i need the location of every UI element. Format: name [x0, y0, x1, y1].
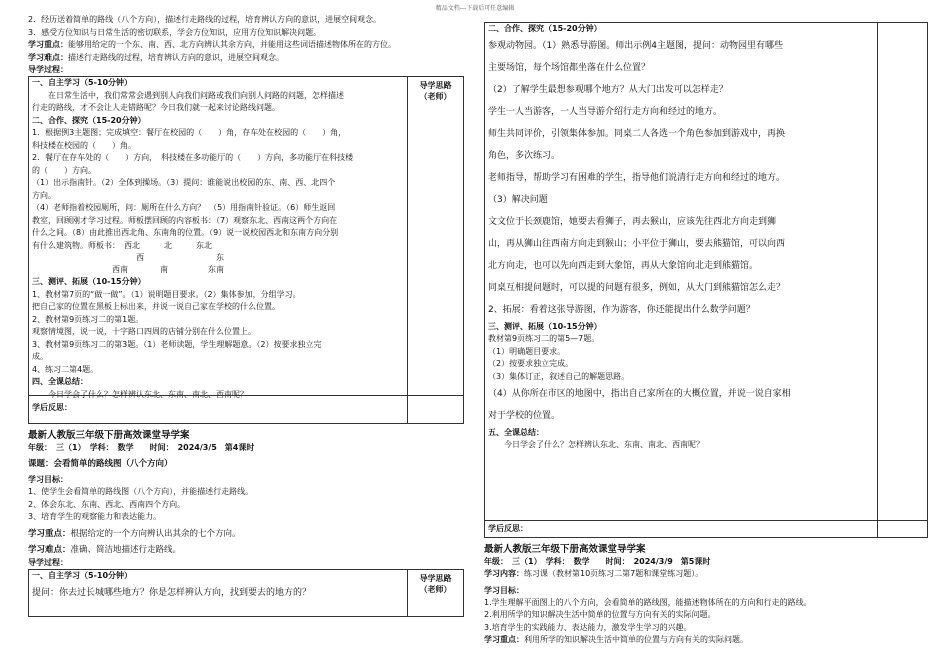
key-label: 学习重点：	[28, 528, 71, 539]
text-line: 北方向走，也可以先向西走到大象馆，再从大象馆向北走到熊猫馆。	[488, 261, 759, 271]
right-column	[484, 22, 928, 647]
diff-label: 学习难点：	[28, 52, 68, 62]
text-line: 观察情境图，说一说，十字路口四周的店铺分别在什么位置上。	[32, 327, 256, 336]
text-line: 今日学会了什么？怎样辨认东北、东南、南北、西南呢？	[32, 389, 248, 399]
text-line: 老师指导，帮助学习有困难的学生，指导他们说清行走方向和经过的地方。	[488, 173, 786, 183]
text-line: 一、自主学习（5-10分钟）	[32, 78, 133, 87]
content-line	[484, 568, 928, 581]
text-line: 四、全课总结：	[32, 377, 88, 386]
text-line: 参观动物园。（1）熟悉导游图。师出示例4主题图，提问：动物园里有哪些	[488, 41, 783, 51]
text-line: （3）解决问题	[488, 195, 548, 205]
text-line: 在日常生活中，我们常常会遇到别人向我们问路或我们向别人问路的问题，怎样描述	[32, 90, 344, 100]
doc-title: 最新人教版三年级下册高效课堂导学案	[28, 430, 190, 441]
goal-item: 2.利用所学的知识解决生活中简单的位置与方向有关的实际问题。	[484, 610, 716, 619]
text-line: 行走的路线，才不会让人走错路呢？今日我们就一起来讨论路线问题。	[32, 103, 280, 112]
reflection-row: 学后反思：	[29, 395, 463, 423]
goal-item: 3.培育学生的实践能力、表达能力，激发学生学习的兴趣。	[484, 622, 692, 632]
text-line: 什么之间。（8）由此推出西北角、东南角的位置。（9）说一说校园西北和东南方向分别	[32, 228, 339, 237]
section-head: 二、合作、探究（15-20分钟）	[488, 24, 602, 33]
difficulty	[28, 52, 464, 65]
guide-side-header	[407, 570, 463, 616]
guide-table-1	[28, 76, 464, 424]
text-line: 同桌互相提问题时，可以提的问题有很多，例如，从大门到熊猫馆怎么走？	[488, 283, 786, 293]
guide-lines	[32, 77, 406, 252]
diagram-row: 西南 南 东南	[32, 265, 224, 274]
guide-main	[485, 23, 879, 452]
side-title: 导学思路	[419, 573, 452, 583]
guide-side-header	[407, 77, 463, 423]
diff-text: 描述行走路线的过程，培育辨认方向的意识，进展空间观念。	[68, 52, 284, 62]
key-point-2	[28, 528, 464, 541]
goal-item: 1、使学生会看简单的路线图（八个方向），并能描述行走路线。	[28, 487, 254, 496]
text-line: （2）按要求独立完成。	[488, 359, 574, 368]
text-line: 1、教材第7页的“做一做”。（1）说明题目要求。（2）集体参加，分组学习。	[32, 289, 301, 299]
text-line: （4）老师指着校园厕所，问：厕所在什么方向？ （5）用指南针验证。（6）师生返回	[32, 203, 336, 212]
text-line: 教室，回顾刚才学习过程。师板摆回顾的内容板书：（7）观察东北、西南这两个方向在	[32, 215, 338, 225]
lesson-topic: 课题：会看简单的路线图（八个方向）	[28, 459, 173, 469]
text-line: （3）集体订正，叙述自己的解题思路。	[488, 371, 630, 381]
ext-lines	[488, 383, 876, 427]
text-line: 把自己家的位置在黑板上标出来，并说一说自己家在学校的什么位置。	[32, 302, 280, 311]
content-text: 练习课（教材第10页练习二第7题和课堂练习题）。	[524, 569, 704, 578]
diagram-row: 西 东	[32, 253, 224, 262]
text-line: 师生共同评价，引领集体参加。同桌二人各选一个角色参加到游戏中，再换	[488, 129, 786, 139]
text-line: 对于学校的位置。	[488, 411, 561, 421]
goal-item: 2、体会东北、东南、西北、西南四个方向。	[28, 499, 186, 509]
section-head: 一、自主学习（5-10分钟）	[32, 570, 133, 580]
text-line: 二、合作、探究（15-20分钟）	[32, 115, 146, 125]
key-text: 根据给定的一个方向辨认出其余的七个方向。	[70, 528, 241, 539]
text-line: （2）了解学生最想参观哪个地方？从大门出发可以怎样走？	[488, 85, 728, 95]
eval-lines	[488, 333, 876, 383]
text-line: 3、教材第9页练习二的第3题。（1）老师读题，学生理解题意。（2）按要求独立完	[32, 339, 322, 349]
doc-title: 最新人教版三年级下册高效课堂导学案	[484, 544, 646, 555]
guide-side-empty	[877, 23, 927, 537]
key-label: 学习重点：	[484, 635, 524, 644]
text-line: 主要场馆，每个场馆都坐落在什么位置？	[488, 63, 651, 73]
process-label: 导学过程：	[28, 65, 68, 74]
key-text: 能够用给定的一个东、南、西、北方向辨认其余方向，并能用这些词语描述物体所在的方位。	[68, 40, 396, 49]
guide-table-2	[28, 569, 464, 617]
side-sub: （老师）	[419, 584, 452, 594]
key-point-3	[484, 634, 928, 647]
text-line: 山，再从狮山往西南方向走到猴山；小平位于狮山，要去熊猫馆，可以向西	[488, 239, 786, 249]
text-line: 学生一人当游客，一人当导游介绍行走方向和经过的地方。	[488, 107, 723, 117]
side-title: 导学思路	[419, 81, 452, 90]
text-line: 有什么建筑物。师板书： 西北 北 东北	[32, 240, 212, 250]
doc-meta: 年级： 三（1） 学科： 数学 时间： 2024/3/9 第5课时	[484, 557, 711, 566]
text-line: 三、测评、拓展（10-15分钟）	[32, 277, 146, 286]
guide-table-3	[484, 22, 928, 538]
difficulty-2	[28, 544, 464, 557]
section-head: 三、测评、拓展（10-15分钟）	[488, 322, 602, 331]
guide-lines	[488, 35, 876, 321]
text-line: （1）出示指南针。（2）全体到操场。（3）提问：谁能说出校园的东、南、西、北四个	[32, 178, 336, 187]
header-note: 精品文档---下载后可任意编辑	[435, 5, 515, 12]
key-point	[28, 39, 464, 52]
doc-meta: 年级： 三（1） 学科： 数学 时间： 2024/3/5 第4课时	[28, 443, 255, 452]
goal-item: 3、培育学生的观察能力和表达能力。	[28, 512, 162, 521]
section-head: 五、全课总结：	[488, 428, 544, 437]
reflection-row: 学后反思：	[485, 520, 927, 537]
goal-line: 3．感受方位知识与日常生活的密切联系，学会方位知识，应用方位知识解决问题。	[28, 27, 322, 37]
key-label: 学习重点：	[28, 40, 68, 49]
text-line: 文文位于长颈鹿馆，她要去看狮子，再去猴山，应该先往西北方向走到狮	[488, 217, 777, 227]
process-label: 导学过程：	[28, 557, 68, 567]
key-text: 利用所学的知识解决生活中简单的位置与方向有关的实际问题。	[524, 635, 748, 644]
left-column	[28, 14, 464, 617]
guide-lines-2	[32, 276, 406, 401]
text-line: 科技楼在校园的（ ）角。	[32, 140, 136, 150]
text-line: 2、拓展：看着这张导游图，作为游客，你还能提出什么数学问题？	[488, 305, 755, 315]
content-label: 学习内容：	[484, 569, 524, 578]
text-line: 教材第9页练习二的第5—7题。	[488, 334, 600, 343]
guide-main	[29, 570, 409, 604]
text-line: 1．根据例3主题图；完成填空：餐厅在校园的（ ）角，存车处在校园的（ ）角，	[32, 128, 347, 137]
summary-text: 今日学会了什么？怎样辨认东北、东南、南北、西南呢？	[488, 440, 704, 449]
text-line: （1）明确题目要求。	[488, 346, 566, 356]
side-sub: （老师）	[419, 92, 452, 101]
text-line: （4）从你所在市区的地图中，指出自己家所在的大概位置，并说一说自家相	[488, 389, 791, 399]
text-line: 角色，多次练习。	[488, 151, 561, 161]
goals-label: 学习目标：	[28, 475, 68, 484]
text-line: 2．餐厅在存车处的（ ）方向， 科技楼在多功能厅的（ ）方向，多功能厅在科技楼	[32, 153, 354, 162]
goals-label: 学习目标：	[484, 585, 524, 595]
text-line: 4、练习二第4题。	[32, 364, 99, 374]
direction-diagram	[32, 252, 406, 276]
guide-main	[29, 77, 409, 401]
guide-text: 提问：你去过长城哪些地方？你是怎样辨认方向，找到要去的地方的？	[32, 587, 312, 598]
text-line: 的（ ）方向。	[32, 165, 96, 175]
text-line: 2、教材第9页练习二的第1题。	[32, 314, 144, 324]
goal-item: 1.学生理解平面图上的八个方向，会看简单的路线图，能描述物体所在的方向和行走的路线。	[484, 597, 812, 607]
text-line: 成。	[32, 352, 48, 361]
diff-label: 学习难点：	[28, 545, 71, 555]
text-line: 方向。	[32, 190, 56, 200]
diff-text: 准确、简洁地描述行走路线。	[70, 545, 182, 555]
goal-line: 2．经历送着简单的路线（八个方向），描述行走路线的过程，培育辨认方向的意识，进展空间观念。	[28, 15, 382, 24]
